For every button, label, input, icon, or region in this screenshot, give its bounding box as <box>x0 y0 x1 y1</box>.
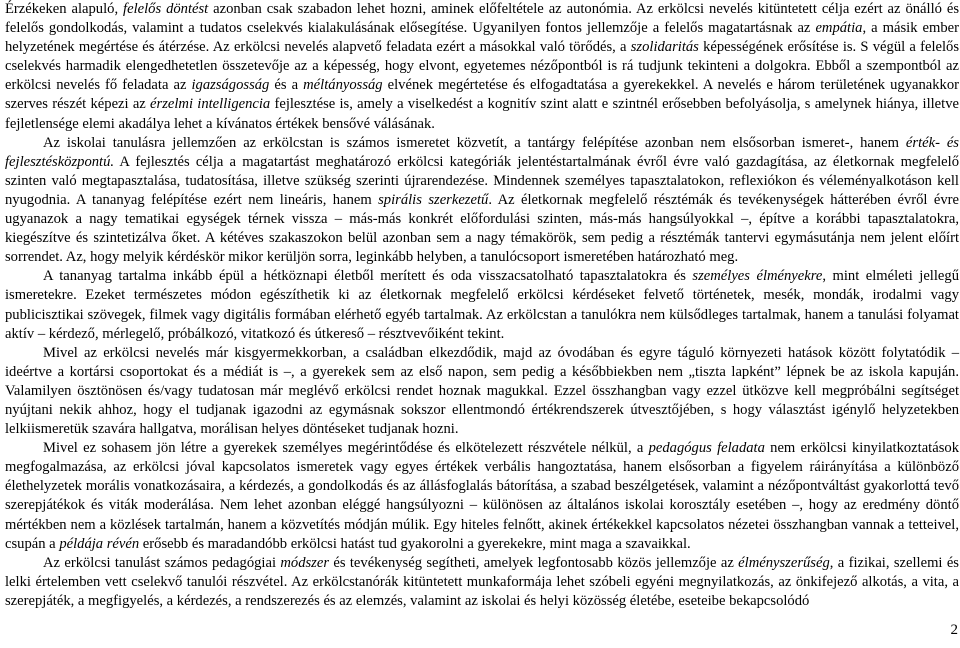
paragraph <box>5 134 959 268</box>
paragraph <box>5 267 959 343</box>
text-run: elvének megértetése és elfogadtatása a gyerekekkel. A nevelés e három területének ugyanakkor szerves részét képezi az <box>5 77 959 113</box>
text-run: képességének erősítése is. S végül a felelős cselekvés harmadik elengedhetetlen összetevője az a képesség, hogy elvont, egyetemes nézőpontból is rá tudjunk tekinteni a dolgokra. Ebből a szempontból az erkölcsi nevelés fő feladata az <box>5 39 960 94</box>
paragraph <box>5 0 959 134</box>
italic-text: pedagógus feladata <box>648 440 765 457</box>
text-run: , a fizikai, szellemi és lelki értelemben vett cselekvő tanulói részvétel. Az erkölcstanórák kitüntetett munkaformája lehet szóbeli egyéni megnyilatkozás, az önkifejező alkotás, a vita, a szerepjáték, a megfigyelés, a kérdezés, a rendszerezés és az elemzés, valamint az iskolai és helyi közösség életébe, eseteibe bekapcsolódó <box>5 554 959 609</box>
text-run: , mint elméleti jellegű ismeretekre. Ezeket természetes módon egészíthetik ki az életkornak megfelelő erkölcsi kérdéseket felvető történetek, mesék, mondák, irodalmi vagy publicisztikai szövegek, filmek vagy digitális formában elérhető egyéb tartalmak. Az erkölcstan a tanulókra nem külsődleges tartalmak, hanem a tanulási folyamat aktív – kérdező, mérlegelő, próbálkozó, vitatkozó és útkereső – résztvevőiként tekint. <box>5 268 959 342</box>
italic-text: szolidaritás <box>630 39 699 56</box>
italic-text: példája révén <box>59 535 140 552</box>
italic-text: módszer <box>280 554 330 571</box>
text-run: Az iskolai tanulásra jellemzően az erkölcstan is számos ismeretet közvetít, a tantárgy felépítése azonban nem elsősorban ismeret-, hanem <box>43 134 906 151</box>
text-run: fejlesztése is, amely a viselkedést a kognitív szint alatt e szintnél erősebben befolyásolja, s amelynek hiánya, illetve fejletlensége elemi akadálya lehet a kívánatos értékek bensővé válásának. <box>5 96 959 132</box>
italic-text: igazságosság <box>191 77 270 94</box>
italic-text: érzelmi intelligencia <box>150 96 271 113</box>
paragraph <box>5 344 959 439</box>
text-run: Az erkölcsi tanulást számos pedagógiai <box>43 554 281 571</box>
text-run: , a másik ember helyzetének megértése és átérzése. Az erkölcsi nevelés alapvető feladata ezért a másokkal való törődés, a <box>5 20 959 56</box>
text-run: Érzékeken alapuló, <box>5 1 124 17</box>
paragraph <box>5 439 959 554</box>
body-text <box>5 0 959 611</box>
text-run: A tananyag tartalma inkább épül a hétköznapi életből merített és oda visszacsatolható tapasztalatokra és <box>43 268 693 285</box>
paragraph <box>5 554 959 611</box>
italic-text: személyes élményekre <box>692 268 823 285</box>
page-number: 2 <box>950 622 958 638</box>
italic-text: élményszerűség <box>738 554 830 571</box>
text-run: azonban csak szabadon lehet hozni, aminek előfeltétele az autonómia. Az erkölcsi nevelés kitüntetett célja ezért az önálló és felelős gondolkodás, valamint a tudatos cselekvés kialakulásának elősegítése. Ugyanilyen fontos jellemzője a felelős magatartásnak az <box>5 1 960 37</box>
italic-text: méltányosság <box>303 77 383 94</box>
text-run: A fejlesztés célja a magatartást meghatározó erkölcsi kategóriák jelentéstartalmának évről évre való gazdagítása, az életkornak megfelelő szinten való megtapasztalása, tudatosítása, illetve szükség szerinti újrarendezése. Mindennek személyes tapasztalatokon, reflexiókon és véleményalkotáson kell nyugodnia. A tananyag felépítése ezért nem lineáris, hanem <box>5 153 959 208</box>
italic-text: spirális szerkezetű <box>378 191 489 208</box>
text-run: . Az életkornak megfelelő résztémák és tevékenységek hátterében évről évre ugyanazok a nagy tematikai egységek térnek vissza – más-más konkrét előfordulási szinten, más-más hangsúlyokkal –, építve a korábbi tapasztalatokra, kiegészítve és szintetizálva őket. A kétéves szakaszokon belül azonban sem a nagy témakörök, sem pedig a résztémák tantervi egymásutánja nem jelent előírt sorrendet. Az, hogy melyik kérdéskör mikor kerüljön sorra, leginkább helyben, a tanulócsoport ismeretében határozható meg. <box>5 191 959 266</box>
text-run: és a <box>269 77 304 94</box>
text-run: és tevékenység segítheti, amelyek legfontosabb közös jellemzője az <box>329 554 739 571</box>
italic-text: felelős döntést <box>123 1 209 17</box>
text-run: erősebb és maradandóbb erkölcsi hatást tud gyakorolni a gyerekekre, mint maga a szavaikkal. <box>139 535 691 552</box>
text-run: Mivel ez sohasem jön létre a gyerekek személyes megérintődése és elkötelezett részvétele nélkül, a <box>43 440 649 457</box>
italic-text: empátia <box>815 20 863 37</box>
text-run: nem erkölcsi kinyilatkoztatások megfogalmazása, az erkölcsi jóval kapcsolatos ismeretek vagy egyes értékek verbális hangoztatása, hanem elsősorban a figyelem ráirányítása a különböző élethelyzetek morális vonatkozásaira, a kérdezés, a gondolkodás és az állásfoglalás bátorítása, a szabad beszélgetések, valamint a nézőpontváltást gyakorlottá tevő szerepjátékok és viták moderálása. Nem lehet azonban eléggé hangsúlyozni – különösen az általános iskolai korosztály esetében –, hogy az eredmény döntő mértékben nem a közlések tartalmán, hanem a közvetítés módján múlik. Egy hiteles felnőtt, akinek értékekkel kapcsolatos nézetei összhangban vannak a tetteivel, csupán a <box>5 440 959 552</box>
text-run: Mivel az erkölcsi nevelés már kisgyermekkorban, a családban elkezdődik, majd az óvodában és egyre táguló környezeti hatások között folytatódik – ideértve a kortársi csoportokat és a médiát is –, a gyerekek sem az első napon, sem pedig a későbbiekben nem „tiszta lapként” lépnek be az iskola kapuján. Valamilyen ösztönösen és/vagy tudatosan már meglévő erkölcsi rendet hoznak magukkal. Ezzel összhangban vagy ezzel ütközve kell megpróbálni segítséget nyújtani nekik ahhoz, hogy el tudjanak igazodni az egymásnak sokszor ellentmondó értékrendszerek útvesztőjében, s hogy választást igénylő helyzetekben lelkiismeretük szavára hallgatva, morálisan helyes döntéseket tudjanak hozni. <box>5 344 959 438</box>
italic-text: érték- és fejlesztésközpontú. <box>5 134 959 170</box>
